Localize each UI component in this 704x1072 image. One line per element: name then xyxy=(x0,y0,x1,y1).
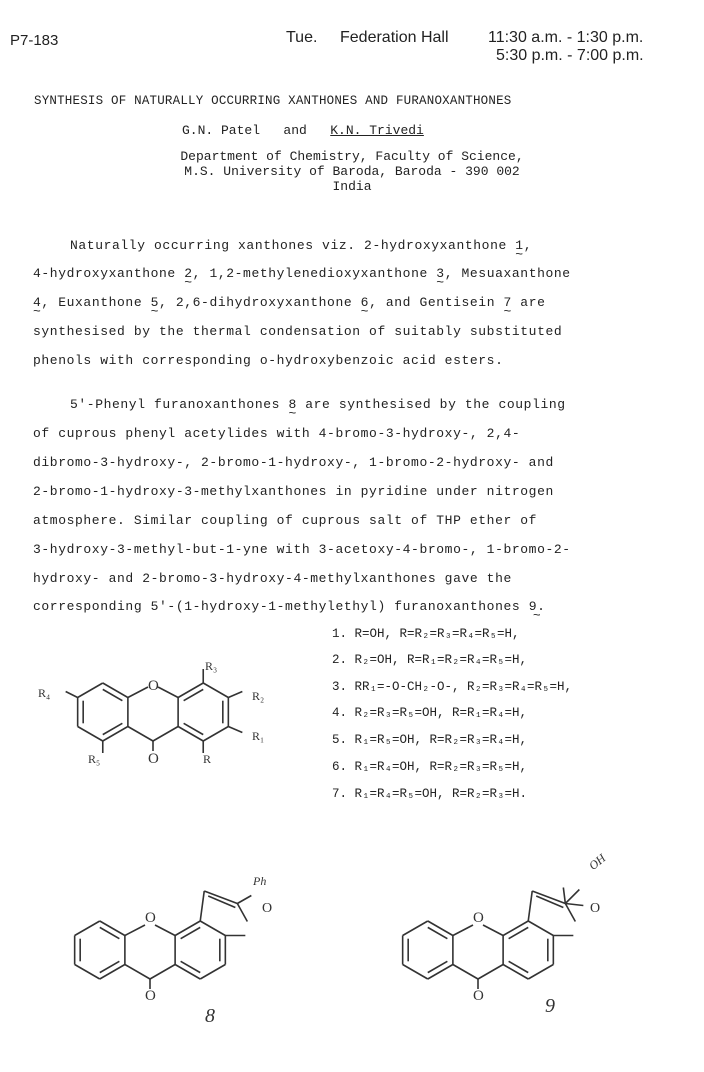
r4-label: R₄ xyxy=(38,686,51,700)
text-line: dibromo-3-hydroxy-, 2-bromo-1-hydroxy-, 1-bromo-2-hydroxy- and xyxy=(33,455,554,470)
bond xyxy=(78,683,103,698)
bond xyxy=(565,890,579,904)
compound-number: 1 ~ xyxy=(515,238,523,253)
bond xyxy=(78,727,103,742)
bond xyxy=(178,683,203,698)
text-line: hydroxy- and 2-bromo-3-hydroxy-4-methylxanthones gave the xyxy=(33,571,512,586)
bond xyxy=(184,723,204,734)
carbonyl-oxygen-label: O xyxy=(145,988,156,1004)
ring-oxygen-label: O xyxy=(148,678,159,694)
text: , 2,6-dihydroxyxanthone xyxy=(159,295,361,310)
text-line: synthesised by the thermal condensation of suitably substituted xyxy=(33,324,563,339)
bond xyxy=(175,965,200,980)
text-line: phenols with corresponding o-hydroxybenzoic acid esters. xyxy=(33,353,504,368)
bond xyxy=(200,921,225,936)
bond xyxy=(150,965,175,980)
bond xyxy=(181,961,201,972)
bond xyxy=(228,727,242,733)
bond xyxy=(565,904,575,922)
bond xyxy=(200,891,204,921)
text: , Euxanthone xyxy=(41,295,151,310)
bond xyxy=(403,921,428,936)
bond xyxy=(75,965,100,980)
bond xyxy=(184,689,204,700)
session-time-1: 11:30 a.m. - 1:30 p.m. xyxy=(488,29,644,46)
compound-number: 6 ~ xyxy=(361,295,369,310)
bond xyxy=(228,692,242,698)
bond xyxy=(428,927,448,938)
compound-list-item: 2. R₂=OH, R=R₁=R₂=R₄=R₅=H, xyxy=(332,653,528,667)
compound-list-item: 1. R=OH, R=R₂=R₃=R₄=R₅=H, xyxy=(332,627,520,641)
bond xyxy=(158,687,178,698)
affiliation-line: India xyxy=(332,179,372,194)
paper-title: SYNTHESIS OF NATURALLY OCCURRING XANTHONES AND FURANOXANTHONES xyxy=(34,94,512,108)
compound-8-structure xyxy=(75,891,252,989)
compound-number: 2 ~ xyxy=(184,266,192,281)
bond xyxy=(103,723,123,734)
bond xyxy=(75,921,100,936)
text: corresponding 5'-(1-hydroxy-1-methylethyl) furanoxanthones xyxy=(33,599,529,614)
text: are xyxy=(511,295,546,310)
bond xyxy=(103,727,128,742)
bond xyxy=(478,965,503,980)
r1-label: R₁ xyxy=(252,729,265,743)
bond xyxy=(483,925,503,936)
compound-list-item: 4. R₂=R₃=R₅=OH, R=R₁=R₄=H, xyxy=(332,706,528,720)
compound-list-item: 7. R₁=R₄=R₅=OH, R=R₂=R₃=H. xyxy=(332,787,528,801)
text: 4-hydroxyxanthone xyxy=(33,266,185,281)
bond xyxy=(503,965,528,980)
bond xyxy=(528,891,532,921)
affiliation-line: M.S. University of Baroda, Baroda - 390 002 xyxy=(184,164,520,179)
compound-9-structure xyxy=(403,888,584,990)
bond xyxy=(103,689,123,700)
furan-oxygen-label: O xyxy=(262,901,273,916)
text: , 1,2-methylenedioxyxanthone xyxy=(192,266,437,281)
ring-oxygen-label: O xyxy=(473,910,484,926)
bond xyxy=(565,904,583,906)
ring-oxygen-label: O xyxy=(145,910,156,926)
bond xyxy=(428,961,448,972)
bond xyxy=(203,683,228,698)
bond xyxy=(181,927,201,938)
bond xyxy=(428,965,453,980)
compound-list-item: 3. RR₁=-O-CH₂-O-, R₂=R₃=R₄=R₅=H, xyxy=(332,680,573,694)
bond xyxy=(503,921,528,936)
text: are synthesised by the coupling xyxy=(296,397,566,412)
bond xyxy=(563,888,565,904)
author-1: G.N. Patel xyxy=(182,123,261,138)
compound-number: 9. ~ xyxy=(529,599,546,614)
bond xyxy=(203,727,228,742)
abstract-code: P7-183 xyxy=(10,32,59,49)
text-line: atmosphere. Similar coupling of cuprous salt of THP ether of xyxy=(33,513,538,528)
bond xyxy=(100,965,125,980)
compound-9-label: 9 xyxy=(545,995,555,1017)
bond xyxy=(509,961,529,972)
r3-label: R₃ xyxy=(205,659,218,673)
furan-oxygen-label: O xyxy=(590,901,601,916)
text: , and Gentisein xyxy=(369,295,504,310)
hydroxy-label: OH xyxy=(586,850,609,873)
bond xyxy=(155,925,175,936)
session-venue: Federation Hall xyxy=(340,29,449,46)
text: , Mesuaxanthone xyxy=(444,266,571,281)
bond xyxy=(125,965,150,980)
r5-label: R₅ xyxy=(88,752,101,766)
bond xyxy=(453,925,473,936)
bond xyxy=(100,961,120,972)
text-line: of cuprous phenyl acetylides with 4-bromo-3-hydroxy-, 2,4- xyxy=(33,426,521,441)
affiliation-line: Department of Chemistry, Faculty of Science, xyxy=(180,149,524,164)
bond xyxy=(237,904,247,922)
compound-number: 3 ~ xyxy=(436,266,444,281)
bond xyxy=(153,727,178,742)
bond xyxy=(100,927,120,938)
text: 5'-Phenyl furanoxanthones xyxy=(70,397,289,412)
compound-number: 8 ~ xyxy=(288,397,296,412)
bond xyxy=(66,692,78,698)
bond xyxy=(128,687,148,698)
bond xyxy=(200,965,225,980)
phenyl-label: Ph xyxy=(253,874,267,888)
text-line: 3-hydroxy-3-methyl-but-1-yne with 3-acetoxy-4-bromo-, 1-bromo-2- xyxy=(33,542,571,557)
text-line: 2-bromo-1-hydroxy-3-methylxanthones in pyridine under nitrogen xyxy=(33,484,554,499)
bond xyxy=(453,965,478,980)
r2-label: R₂ xyxy=(252,689,265,703)
compound-number: 5 ~ xyxy=(151,295,159,310)
bond xyxy=(175,921,200,936)
bond xyxy=(509,927,529,938)
compound-number: 4 ~ xyxy=(33,295,41,310)
text: Naturally occurring xanthones viz. 2-hydroxyxanthone xyxy=(70,238,516,253)
bond xyxy=(125,925,145,936)
bond xyxy=(528,921,553,936)
authors-and: and xyxy=(283,123,307,138)
text-line: Naturally occurring xanthones viz. 2-hydroxyxanthone 1 ~, xyxy=(70,238,532,253)
session-time-2: 5:30 p.m. - 7:00 p.m. xyxy=(496,47,644,64)
author-2-presenting: K.N. Trivedi xyxy=(330,123,424,138)
compound-list-item: 6. R₁=R₄=OH, R=R₂=R₃=R₅=H, xyxy=(332,760,528,774)
bond xyxy=(403,965,428,980)
compound-list-item: 5. R₁=R₅=OH, R=R₂=R₃=R₄=H, xyxy=(332,733,528,747)
bond xyxy=(100,921,125,936)
bond xyxy=(178,727,203,742)
session-day: Tue. xyxy=(286,29,318,46)
carbonyl-oxygen-label: O xyxy=(473,988,484,1004)
bond xyxy=(237,896,251,904)
bond xyxy=(528,965,553,980)
compound-8-label: 8 xyxy=(205,1005,215,1027)
carbonyl-oxygen-label: O xyxy=(148,751,159,767)
r-label: R xyxy=(203,752,212,766)
bond xyxy=(428,921,453,936)
bond xyxy=(128,727,153,742)
bond xyxy=(103,683,128,698)
compound-number: 7 ~ xyxy=(504,295,512,310)
